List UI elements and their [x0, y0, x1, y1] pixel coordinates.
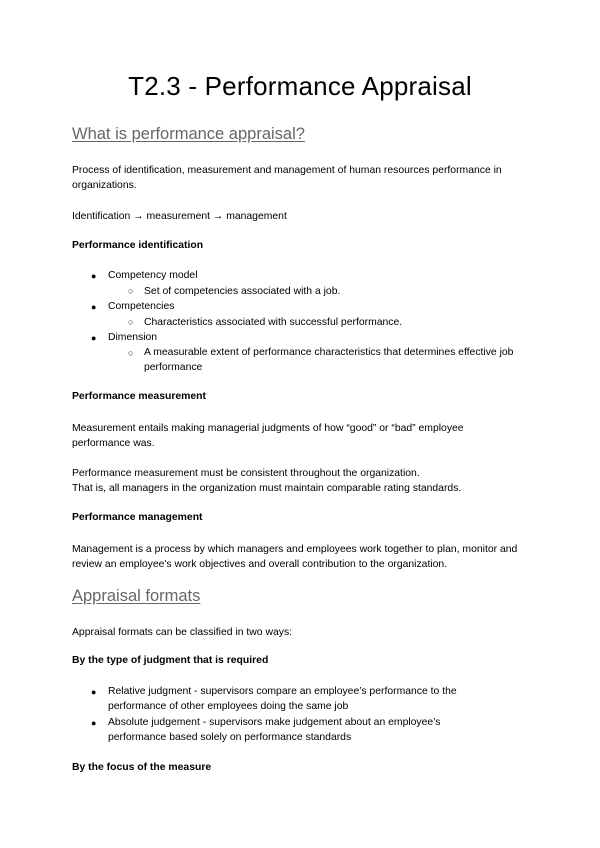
list-item: Absolute judgement - supervisors make judgement about an employee’s performance based solely on performance standards — [108, 717, 441, 743]
heading-type-of-judgment: By the type of judgment that is required — [72, 655, 269, 666]
page-title: T2.3 - Performance Appraisal — [128, 71, 472, 101]
bullet-icon: ● — [91, 687, 97, 697]
heading-appraisal-formats: Appraisal formats — [72, 587, 201, 605]
list-item: Competencies — [108, 301, 175, 312]
sub-bullet-icon: ○ — [128, 286, 134, 296]
list-item: Competency model — [108, 270, 198, 281]
heading-performance-identification: Performance identification — [72, 240, 204, 251]
measurement-paragraph: Measurement entails making managerial judgments of how “good” or “bad” employee performance was. — [72, 423, 464, 449]
sub-bullet-icon: ○ — [128, 317, 134, 327]
definition-paragraph: Process of identification, measurement and management of human resources performance in organizations. — [72, 165, 502, 191]
bullet-icon: ● — [91, 271, 97, 281]
bullet-icon: ● — [91, 302, 97, 312]
heading-performance-measurement: Performance measurement — [72, 391, 206, 402]
heading-focus-of-measure: By the focus of the measure — [72, 762, 212, 773]
list-item: Dimension — [108, 332, 158, 343]
rating-standards-line: That is, all managers in the organization must maintain comparable rating standards. — [72, 483, 462, 494]
heading-performance-management: Performance management — [72, 512, 203, 523]
flow-line: Identification → measurement → management — [72, 211, 287, 222]
sub-bullet-icon: ○ — [128, 348, 134, 358]
bullet-icon: ● — [91, 333, 97, 343]
bullet-icon: ● — [91, 718, 97, 728]
list-subitem: Set of competencies associated with a job. — [144, 286, 341, 297]
list-subitem: Characteristics associated with successful performance. — [144, 317, 403, 328]
management-paragraph: Management is a process by which managers and employees work together to plan, monitor and review an employee's work objectives and overall contribution to the organization. — [72, 544, 518, 570]
formats-intro: Appraisal formats can be classified in two ways: — [72, 627, 293, 638]
list-item: Relative judgment - supervisors compare an employee’s performance to the performance of other employees doing the same job — [108, 686, 457, 712]
list-subitem: A measurable extent of performance characteristics that determines effective job performance — [144, 347, 514, 373]
heading-what-is-appraisal: What is performance appraisal? — [72, 125, 305, 143]
consistency-line: Performance measurement must be consistent throughout the organization. — [72, 468, 420, 479]
